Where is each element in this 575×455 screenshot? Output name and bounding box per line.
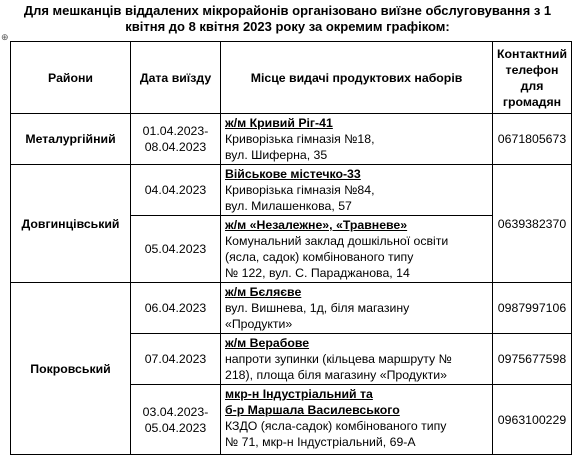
district-cell: Довгинцівський [11,165,131,283]
place-cell [221,283,493,334]
place-cell [221,165,493,216]
place-line: № 71, мкр-н Індустріальний, 69-А [225,435,416,449]
place-line: «Продукти» [225,317,293,331]
place-title: ж/м Бєляєве [225,285,302,299]
district-cell: Металургійний [11,114,131,165]
header-place: Місце видачі продуктових наборів [221,42,493,114]
place-line: (ясла, садок) комбінованого типу [225,250,414,264]
place-title: ж/м Верабове [225,336,310,350]
district-cell: Покровський [11,283,131,455]
place-line: Комунальний заклад дошкільної освіти [225,234,449,248]
place-line: напроти зупинки (кільцева маршруту № [225,352,452,366]
place-title: мкр-н Індустріальний та [225,387,373,401]
intro-line-2: квітня до 8 квітня 2023 року за окремим графіком: [125,19,450,34]
phone-cell: 0975677598 [493,334,572,385]
place-title: ж/м Кривий Ріг-41 [225,116,333,130]
table-row [11,114,572,165]
table-row [11,283,572,334]
place-line: № 122, вул. С. Параджанова, 14 [225,266,410,280]
date-cell: 01.04.2023-08.04.2023 [131,114,221,165]
date-cell: 06.04.2023 [131,283,221,334]
place-cell [221,385,493,455]
table-header-row [11,42,572,114]
place-title: ж/м «Незалежне», «Травневе» [225,218,408,232]
place-line: Криворізька гімназія №18, [225,132,375,146]
place-title: б-р Маршала Василевського [225,403,400,417]
intro-line-1: Для мешканців віддалених мікрорайонів організовано виїзне обслуговування з 1 [23,3,552,18]
place-line: вул. Вишнева, 1д, біля магазину [225,301,410,315]
place-line: КЗДО (ясла-садок) комбінованого типу [225,419,447,433]
place-cell [221,216,493,283]
date-cell: 07.04.2023 [131,334,221,385]
place-title: Військове містечко-33 [225,167,361,181]
intro-text [0,0,575,35]
phone-cell: 0987997106 [493,283,572,334]
phone-cell: 0671805673 [493,114,572,165]
table-move-handle-icon[interactable]: ⊕ [1,32,9,42]
place-line: 218), площа біля магазину «Продукти» [225,368,447,382]
header-district: Райони [11,42,131,114]
schedule-table [10,41,572,455]
date-cell: 04.04.2023 [131,165,221,216]
phone-cell: 0639382370 [493,165,572,283]
place-cell [221,334,493,385]
place-line: вул. Шиферна, 35 [225,148,328,162]
header-phone: Контактний телефон для громадян [493,42,572,114]
table-row [11,165,572,216]
place-cell [221,114,493,165]
place-line: вул. Милашенкова, 57 [225,199,352,213]
header-date: Дата виїзду [131,42,221,114]
date-cell: 03.04.2023-05.04.2023 [131,385,221,455]
date-cell: 05.04.2023 [131,216,221,283]
phone-cell: 0963100229 [493,385,572,455]
place-line: Криворізька гімназія №84, [225,183,375,197]
